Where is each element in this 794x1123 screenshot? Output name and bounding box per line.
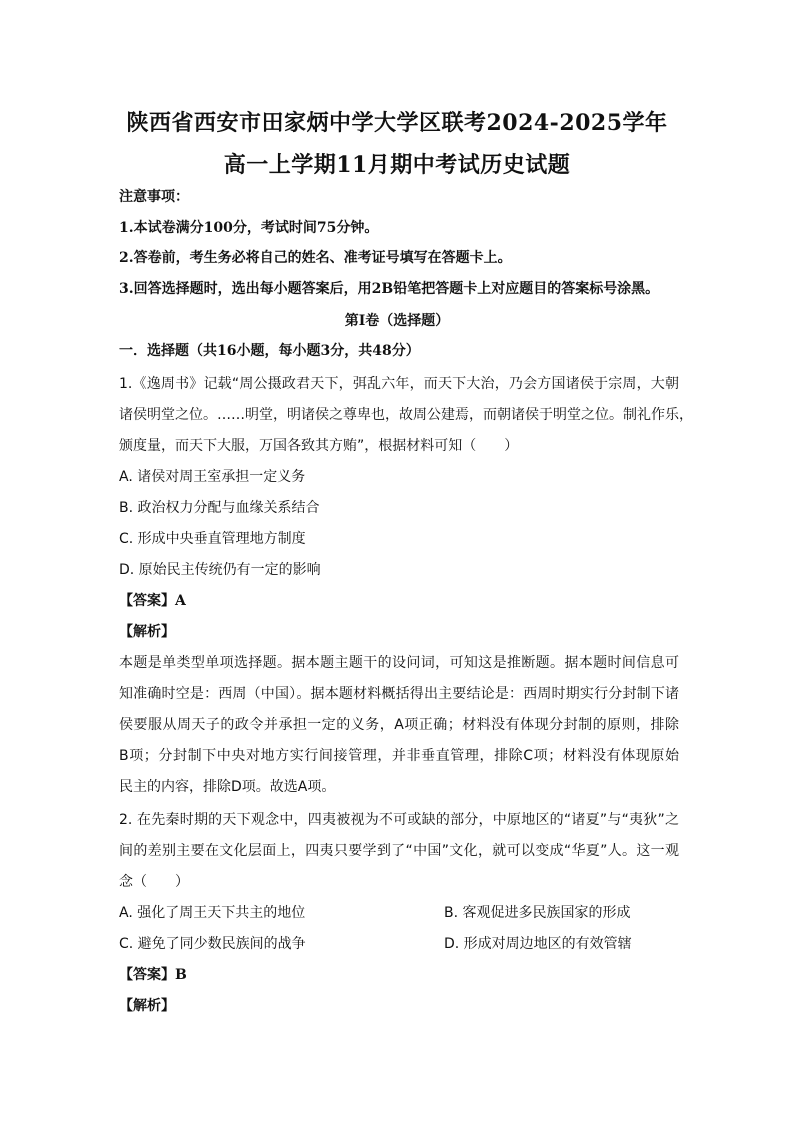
q1-option-d: D. 原始民主传统仍有一定的影响 <box>119 562 321 578</box>
q1-analysis-line-5: 民主的内容，排除D项。故选A项。 <box>119 779 336 795</box>
q1-option-c: C. 形成中央垂直管理地方制度 <box>119 531 306 547</box>
q2-option-d: D. 形成对周边地区的有效管辖 <box>444 936 632 952</box>
notice-item-3: 3.回答选择题时，选出每小题答案后，用2B铅笔把答题卡上对应题目的答案标号涂黑。 <box>119 281 660 297</box>
q2-stem-line-1: 2. 在先秦时期的天下观念中，四夷被视为不可或缺的部分，中原地区的“诸夏”与“夷狄”之 <box>119 812 679 828</box>
q1-analysis-line-4: B项；分封制下中央对地方实行间接管理，并非垂直管理，排除C项；材料没有体现原始 <box>119 748 679 764</box>
q1-stem-line-2: 诸侯明堂之位。……明堂，明诸侯之尊卑也，故周公建焉，而朝诸侯于明堂之位。制礼作乐， <box>119 407 693 423</box>
q2-analysis-label: 【解析】 <box>119 998 175 1014</box>
q2-stem-line-3: 念（ ） <box>119 874 189 890</box>
q1-stem-line-1: 1.《逸周书》记载“周公摄政君天下，弭乱六年，而天下大治，乃会方国诸侯于宗周，大朝 <box>119 376 679 392</box>
q1-analysis-line-2: 知准确时空是：西周（中国）。据本题材料概括得出主要结论是：西周时期实行分封制下诸 <box>119 686 679 702</box>
q1-option-b: B. 政治权力分配与血缘关系结合 <box>119 500 320 516</box>
exam-title-line-1: 陕西省西安市田家炳中学大学区联考2024-2025学年 <box>126 110 668 136</box>
q1-analysis-line-3: 侯要服从周天子的政令并承担一定的义务，A项正确；材料没有体现分封制的原则，排除 <box>119 717 679 733</box>
q1-answer: 【答案】A <box>119 593 186 609</box>
q2-option-b: B. 客观促进多民族国家的形成 <box>444 905 631 921</box>
notice-item-1: 1.本试卷满分100分，考试时间75分钟。 <box>119 220 379 236</box>
notice-heading: 注意事项： <box>119 189 189 205</box>
part-heading: 一．选择题（共16小题，每小题3分，共48分） <box>119 343 420 359</box>
q2-stem-line-2: 间的差别主要在文化层面上，四夷只要学到了“中国”文化，就可以变成“华夏”人。这一观 <box>119 843 679 859</box>
q1-option-a: A. 诸侯对周王室承担一定义务 <box>119 469 306 485</box>
notice-item-2: 2.答卷前，考生务必将自己的姓名、准考证号填写在答题卡上。 <box>119 250 512 266</box>
q2-option-a: A. 强化了周王天下共主的地位 <box>119 905 306 921</box>
exam-title-line-2: 高一上学期11月期中考试历史试题 <box>223 152 571 178</box>
q1-stem-line-3: 颁度量，而天下大服，万国各致其方贿”，根据材料可知（ ） <box>119 438 519 454</box>
volume-heading: 第I卷（选择题） <box>344 313 450 329</box>
q2-answer: 【答案】B <box>119 967 187 983</box>
q1-analysis-label: 【解析】 <box>119 624 175 640</box>
q1-analysis-line-1: 本题是单类型单项选择题。据本题主题干的设问词，可知这是推断题。据本题时间信息可 <box>119 655 679 671</box>
q2-option-c: C. 避免了同少数民族间的战争 <box>119 936 306 952</box>
